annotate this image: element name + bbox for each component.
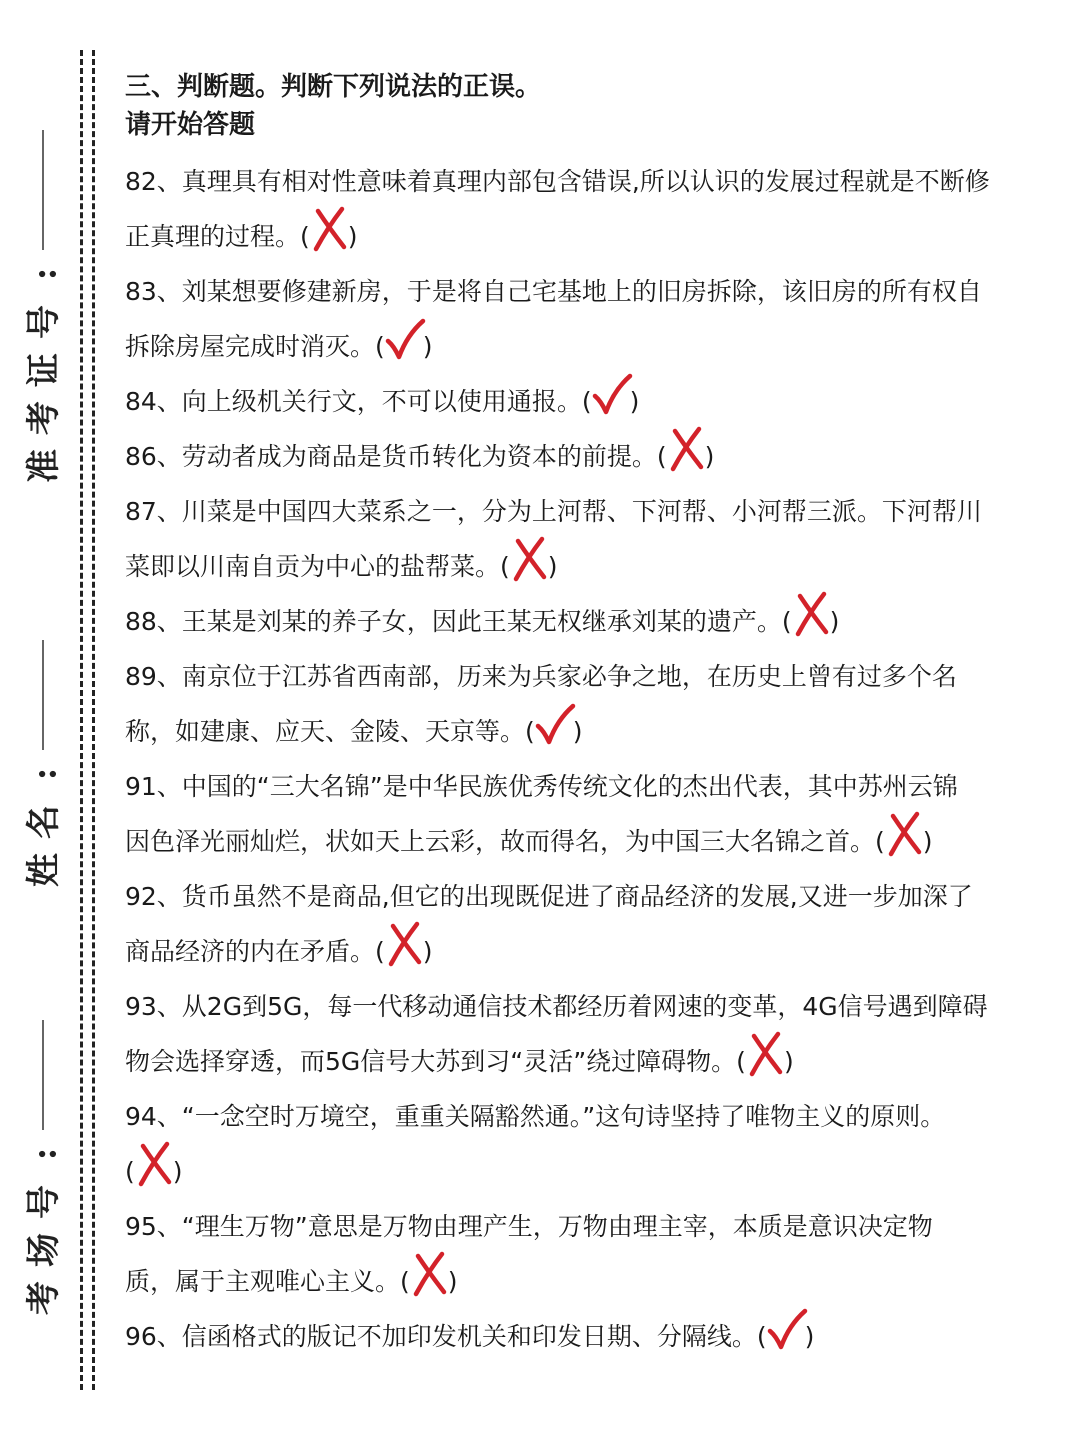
label-char: 考	[24, 1281, 64, 1315]
question-item	[125, 429, 1060, 484]
question-line	[125, 1199, 1060, 1254]
cross-mark-icon	[312, 213, 346, 253]
question-text: 商品经济的内在矛盾。(	[125, 937, 385, 966]
question-item	[125, 484, 1060, 594]
question-text: 86、劳动者成为商品是货币转化为资本的前提。(	[125, 442, 667, 471]
question-line	[125, 1034, 1060, 1089]
answer-close-paren: )	[422, 332, 433, 361]
question-text: 87、川菜是中国四大菜系之一，分为上河帮、下河帮、小河帮三派。下河帮川	[125, 497, 982, 526]
question-item	[125, 869, 1060, 979]
question-item	[125, 1309, 1060, 1364]
label-char: 名	[24, 805, 64, 839]
question-text: 94、“一念空时万境空，重重关隔豁然通。”这句诗坚持了唯物主义的原则。	[125, 1102, 946, 1131]
name-label	[14, 630, 74, 894]
cross-mark-icon	[512, 543, 546, 583]
question-line	[125, 759, 1060, 814]
question-line	[125, 924, 1060, 979]
question-item	[125, 649, 1060, 759]
question-line	[125, 704, 1060, 759]
question-line	[125, 374, 1060, 429]
question-text: 96、信函格式的版记不加印发机关和印发日期、分隔线。(	[125, 1322, 767, 1351]
section-title: 三、判断题。判断下列说法的正误。	[125, 72, 542, 102]
question-line	[125, 154, 1060, 209]
question-item	[125, 759, 1060, 869]
question-line	[125, 429, 1060, 484]
question-text: 物会选择穿透，而5G信号大苏到习“灵活”绕过障碍物。(	[125, 1047, 746, 1076]
question-item	[125, 154, 1060, 264]
question-text: 拆除房屋完成时消灭。(	[125, 332, 385, 361]
question-line	[125, 1089, 1060, 1144]
question-text: 82、真理具有相对性意味着真理内部包含错误,所以认识的发展过程就是不断修	[125, 167, 990, 196]
answer-close-paren: )	[572, 717, 583, 746]
question-text: 菜即以川南自贡为中心的盐帮菜。(	[125, 552, 510, 581]
question-text: 83、刘某想要修建新房，于是将自己宅基地上的旧房拆除，该旧房的所有权自	[125, 277, 982, 306]
question-line	[125, 539, 1060, 594]
question-text: 93、从2G到5G，每一代移动通信技术都经历着网速的变革，4G信号遇到障碍	[125, 992, 988, 1021]
question-line	[125, 814, 1060, 869]
question-item	[125, 594, 1060, 649]
question-item	[125, 264, 1060, 374]
question-line	[125, 1254, 1060, 1309]
answer-close-paren: )	[172, 1157, 183, 1186]
question-item	[125, 1199, 1060, 1309]
exam-id-label	[14, 120, 74, 490]
check-mark-icon	[387, 323, 421, 363]
question-line	[125, 594, 1060, 649]
question-text: 质，属于主观唯心主义。(	[125, 1267, 410, 1296]
question-line	[125, 484, 1060, 539]
cross-mark-icon	[669, 433, 703, 473]
cross-mark-icon	[387, 928, 421, 968]
label-char: :	[24, 267, 64, 281]
answer-close-paren: )	[829, 607, 840, 636]
question-text: 95、“理生万物”意思是万物由理产生，万物由理主宰，本质是意识决定物	[125, 1212, 933, 1241]
label-char: 姓	[24, 853, 64, 887]
seal-line-outer	[80, 50, 83, 1390]
question-sheet	[125, 68, 1060, 1364]
answer-close-paren: )	[922, 827, 933, 856]
question-line	[125, 319, 1060, 374]
cross-mark-icon	[887, 818, 921, 858]
binding-margin	[0, 0, 100, 1440]
check-mark-icon	[537, 708, 571, 748]
answer-close-paren: )	[804, 1322, 815, 1351]
cross-mark-icon	[137, 1148, 171, 1188]
write-in-blank	[42, 1020, 46, 1130]
answer-close-paren: )	[447, 1267, 458, 1296]
question-line	[125, 869, 1060, 924]
question-text: 91、中国的“三大名锦”是中华民族优秀传统文化的杰出代表，其中苏州云锦	[125, 772, 958, 801]
label-char: 证	[24, 353, 64, 387]
question-item	[125, 1089, 1060, 1199]
label-char: 考	[24, 401, 64, 435]
exam-room-label	[14, 1010, 74, 1322]
question-text: 正真理的过程。(	[125, 222, 310, 251]
question-text: 称，如建康、应天、金陵、天京等。(	[125, 717, 535, 746]
question-text: (	[125, 1157, 135, 1186]
section-subtitle: 请开始答题	[125, 110, 256, 140]
cross-mark-icon	[412, 1258, 446, 1298]
answer-close-paren: )	[547, 552, 558, 581]
answer-close-paren: )	[629, 387, 640, 416]
cross-mark-icon	[794, 598, 828, 638]
answer-close-paren: )	[422, 937, 433, 966]
question-line	[125, 979, 1060, 1034]
question-text: 89、南京位于江苏省西南部，历来为兵家必争之地，在历史上曾有过多个名	[125, 662, 957, 691]
label-char: 号	[24, 305, 64, 339]
question-line	[125, 1309, 1060, 1364]
answer-close-paren: )	[704, 442, 715, 471]
question-item	[125, 374, 1060, 429]
question-text: 92、货币虽然不是商品,但它的出现既促进了商品经济的发展,又进一步加深了	[125, 882, 973, 911]
question-line	[125, 209, 1060, 264]
label-char: :	[24, 767, 64, 781]
label-char: :	[24, 1147, 64, 1161]
write-in-blank	[42, 130, 46, 250]
label-char: 场	[24, 1233, 64, 1267]
question-text: 84、向上级机关行文，不可以使用通报。(	[125, 387, 592, 416]
check-mark-icon	[769, 1313, 803, 1353]
answer-close-paren: )	[347, 222, 358, 251]
cross-mark-icon	[748, 1038, 782, 1078]
question-line	[125, 264, 1060, 319]
label-char: 准	[24, 449, 64, 483]
question-list	[125, 154, 1060, 1364]
question-text: 88、王某是刘某的养子女，因此王某无权继承刘某的遗产。(	[125, 607, 792, 636]
question-item	[125, 979, 1060, 1089]
question-line	[125, 1144, 1060, 1199]
answer-close-paren: )	[783, 1047, 794, 1076]
question-text: 因色泽光丽灿烂，状如天上云彩，故而得名，为中国三大名锦之首。(	[125, 827, 885, 856]
seal-line-inner	[92, 50, 95, 1390]
label-char: 号	[24, 1185, 64, 1219]
question-line	[125, 649, 1060, 704]
write-in-blank	[42, 640, 46, 750]
check-mark-icon	[594, 378, 628, 418]
